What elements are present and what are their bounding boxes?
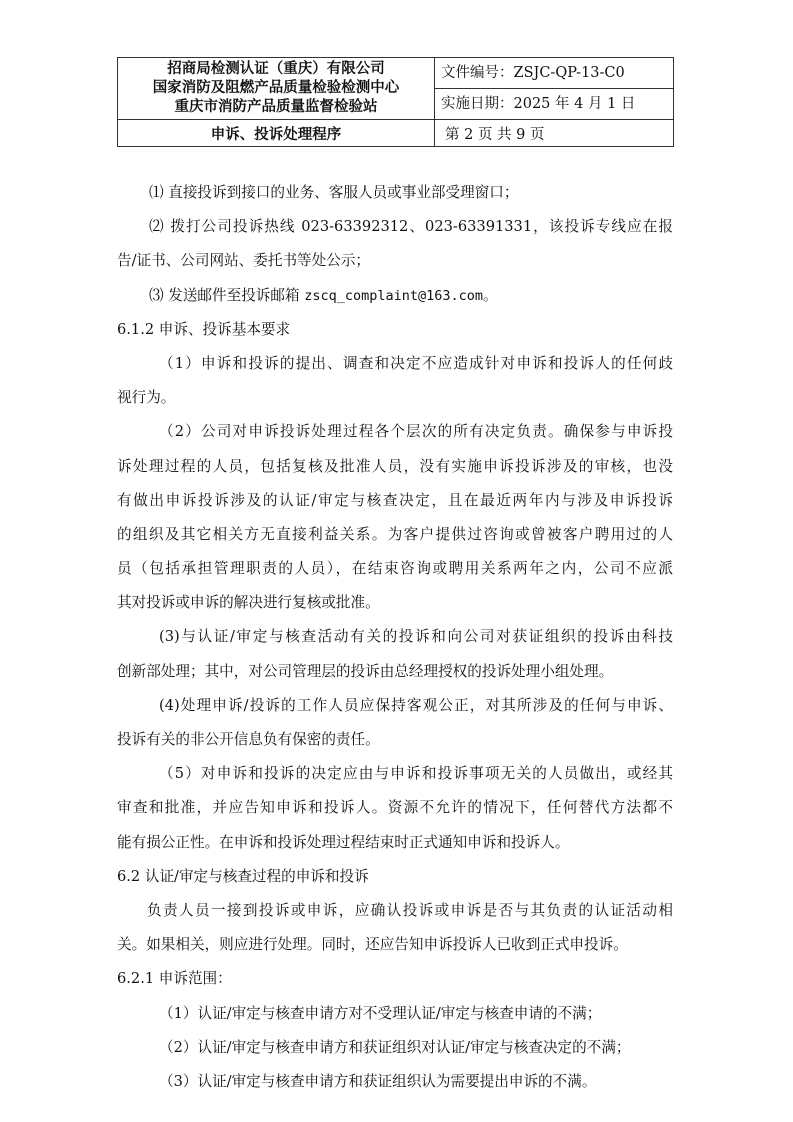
org-name-line-3: 重庆市消防产品质量监督检验站 <box>174 99 378 115</box>
paragraph-line: 投诉有关的非公开信息负有保密的责任。 <box>117 731 380 748</box>
paragraph-line: 创新部处理；其中，对公司管理层的投诉由总经理授权的投诉处理小组处理。 <box>117 662 614 680</box>
list-item: （2）认证/审定与核查申请方和获证组织对认证/审定与核查决定的不满； <box>159 1038 631 1056</box>
org-name-line-2: 国家消防及阻燃产品质量检验检测中心 <box>152 80 400 96</box>
org-name-line-1: 招商局检测认证（重庆）有限公司 <box>167 61 385 77</box>
paragraph-line: 关。如果相关，则应进行处理。同时，还应告知申诉投诉人已收到正式申投诉。 <box>117 936 628 954</box>
list-item: （3）认证/审定与核查申请方和获证组织认为需要提出申诉的不满。 <box>159 1072 597 1090</box>
paragraph-line: 诉处理过程的人员，包括复核及批准人员，没有实施申诉投诉涉及的审核，也没 <box>117 457 673 475</box>
page-number: 第 2 页 共 9 页 <box>435 120 674 147</box>
paragraph-line: ⑵ 拨打公司投诉热线 023-63392312、023-63391331，该投诉专线应在报 <box>149 218 673 236</box>
complaint-email: zscq_complaint@163.com <box>304 287 484 304</box>
paragraph-line: 视行为。 <box>117 389 176 407</box>
effective-date: 实施日期：2025 年 4 月 1 日 <box>441 96 636 112</box>
text-span: ⑶ 发送邮件至投诉邮箱 <box>149 286 305 304</box>
organization-names <box>118 58 435 120</box>
procedure-title: 申诉、投诉处理程序 <box>118 120 435 147</box>
paragraph-line: ⑴ 直接投诉到接口的业务、客服人员或事业部受理窗口； <box>149 184 519 201</box>
section-heading: 6.2 认证/审定与核查过程的申诉和投诉 <box>117 867 369 885</box>
paragraph-line: 有做出申诉投诉涉及的认证/审定与核查决定，且在最近两年内与涉及申诉投诉 <box>117 491 673 509</box>
paragraph-line <box>117 279 673 313</box>
list-item: （1）认证/审定与核查申请方对不受理认证/审定与核查申请的不满； <box>159 1004 602 1022</box>
paragraph-line: （2）公司对申诉投诉处理过程各个层次的所有决定负责。确保参与申诉投 <box>159 423 673 441</box>
document-body <box>117 176 673 1099</box>
paragraph-line: 审查和批准，并应告知申诉和投诉人。资源不允许的情况下，任何替代方法都不 <box>117 799 673 817</box>
paragraph-line: 的组织及其它相关方无直接利益关系。为客户提供过咨询或曾被客户聘用过的人 <box>117 525 673 543</box>
paragraph-line: 告/证书、公司网站、委托书等处公示； <box>117 252 371 270</box>
document-header-table <box>117 57 674 147</box>
section-heading: 6.1.2 申诉、投诉基本要求 <box>117 320 291 338</box>
section-heading: 6.2.1 申诉范围： <box>117 970 232 988</box>
paragraph-line: 员（包括承担管理职责的人员），在结束咨询或聘用关系两年之内，公司不应派 <box>117 560 673 578</box>
paragraph-line: （1）申诉和投诉的提出、调查和决定不应造成针对申诉和投诉人的任何歧 <box>159 354 673 372</box>
paragraph-line: 其对投诉或申诉的解决进行复核或批准。 <box>117 594 380 612</box>
text-span: 。 <box>483 286 498 304</box>
paragraph-line: 能有损公正性。在申诉和投诉处理过程结束时正式通知申诉和投诉人。 <box>117 833 570 851</box>
paragraph-line: 负责人员一接到投诉或申诉，应确认投诉或申诉是否与其负责的认证活动相 <box>147 901 673 919</box>
paragraph-line: （5）对申诉和投诉的决定应由与申诉和投诉事项无关的人员做出，或经其 <box>159 765 673 783</box>
paragraph-line: (4)处理申诉/投诉的工作人员应保持客观公正，对其所涉及的任何与申诉、 <box>159 696 673 714</box>
document-number: 文件编号：ZSJC-QP-13-C0 <box>435 58 673 89</box>
document-meta <box>435 58 674 120</box>
paragraph-line: (3)与认证/审定与核查活动有关的投诉和向公司对获证组织的投诉由科技 <box>159 628 673 646</box>
